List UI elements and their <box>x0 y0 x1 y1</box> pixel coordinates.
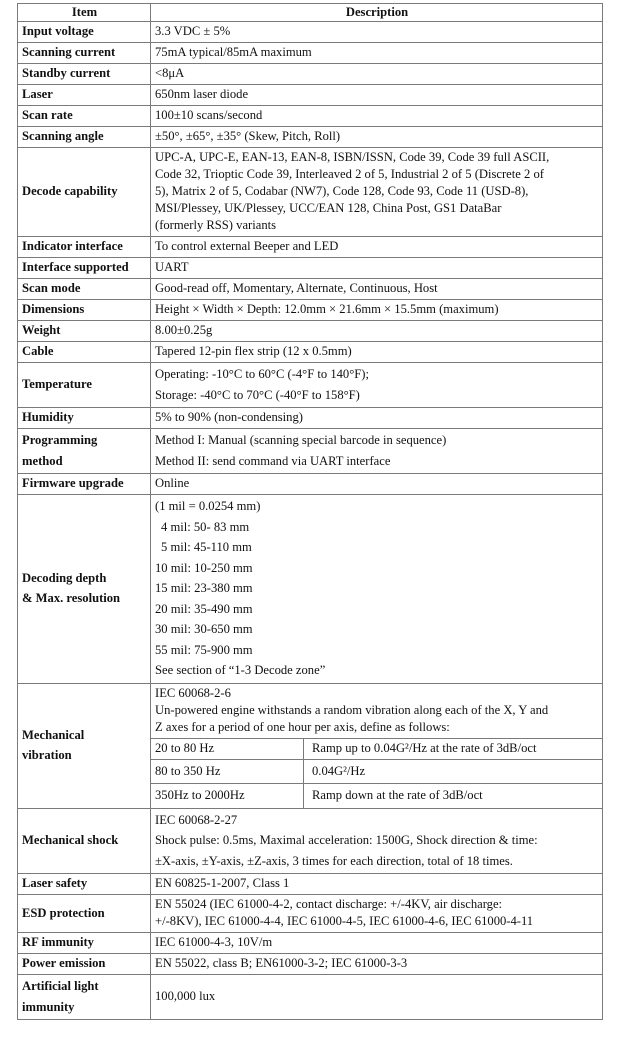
table-row <box>18 408 603 429</box>
vibration-note: Ramp up to 0.04G²/Hz at the rate of 3dB/oct <box>304 738 603 759</box>
decoding-line: 55 mil: 75-900 mm <box>155 642 253 657</box>
header-description: Description <box>151 4 603 22</box>
row-label: Decode capability <box>18 148 151 237</box>
table-row <box>18 429 603 474</box>
vibration-label-2: vibration <box>22 748 72 762</box>
row-label <box>18 683 151 808</box>
table-row <box>18 22 603 43</box>
row-value: IEC 61000-4-3, 10V/m <box>151 933 603 954</box>
decoding-line: See section of “1-3 Decode zone” <box>155 663 326 677</box>
artificial-light-label-2: immunity <box>22 999 75 1014</box>
table-row <box>18 808 603 874</box>
table-row <box>18 106 603 127</box>
table-row <box>18 933 603 954</box>
row-value <box>151 148 603 237</box>
row-value: Height × Width × Depth: 12.0mm × 21.6mm × 15.5mm (maximum) <box>151 300 603 321</box>
row-label: Power emission <box>18 954 151 975</box>
programming-label-2: method <box>22 453 63 468</box>
programming-method-2: Method II: send command via UART interface <box>155 453 391 468</box>
table-row <box>18 237 603 258</box>
row-value: Tapered 12-pin flex strip (12 x 0.5mm) <box>151 342 603 363</box>
row-label: Dimensions <box>18 300 151 321</box>
vibration-standard: IEC 60068-2-6 <box>155 685 231 700</box>
row-value <box>151 495 603 684</box>
shock-standard: IEC 60068-2-27 <box>155 812 238 827</box>
row-label: Scan rate <box>18 106 151 127</box>
table-row <box>18 495 603 684</box>
row-value <box>151 895 603 933</box>
table-row <box>18 895 603 933</box>
row-label: ESD protection <box>18 895 151 933</box>
row-value: 3.3 VDC ± 5% <box>151 22 603 43</box>
vibration-range: 20 to 80 Hz <box>151 738 304 759</box>
row-value: Good-read off, Momentary, Alternate, Continuous, Host <box>151 279 603 300</box>
row-value: 75mA typical/85mA maximum <box>151 43 603 64</box>
row-label: Standby current <box>18 64 151 85</box>
row-value: Online <box>151 474 603 495</box>
vibration-label-1: Mechanical <box>22 727 85 742</box>
decoding-line: 30 mil: 30-650 mm <box>155 622 253 636</box>
subtable-row <box>151 759 602 784</box>
decode-line: UPC-A, UPC-E, EAN-13, EAN-8, ISBN/ISSN, Code 39, Code 39 full ASCII, <box>155 150 550 164</box>
decoding-line: 5 mil: 45-110 mm <box>161 540 252 554</box>
row-label <box>18 429 151 474</box>
table-row <box>18 148 603 237</box>
decode-line: (formerly RSS) variants <box>155 218 277 232</box>
row-value: 100±10 scans/second <box>151 106 603 127</box>
temperature-storage: Storage: -40°C to 70°C (-40°F to 158°F) <box>155 387 360 402</box>
row-label: Scanning angle <box>18 127 151 148</box>
vibration-subtable <box>151 738 602 808</box>
row-label <box>18 495 151 684</box>
row-label: Temperature <box>18 363 151 408</box>
row-value: EN 55022, class B; EN61000-3-2; IEC 61000-3-3 <box>151 954 603 975</box>
shock-text: Shock pulse: 0.5ms, Maximal acceleration: 1500G, Shock direction & time: <box>155 833 538 847</box>
table-row <box>18 43 603 64</box>
row-value: 5% to 90% (non-condensing) <box>151 408 603 429</box>
table-row <box>18 954 603 975</box>
row-value: UART <box>151 258 603 279</box>
vibration-note: 0.04G²/Hz <box>304 759 603 784</box>
vibration-range: 350Hz to 2000Hz <box>151 784 304 808</box>
decoding-line: 4 mil: 50- 83 mm <box>161 519 250 534</box>
esd-line: +/-8KV), IEC 61000-4-4, IEC 61000-4-5, IEC 61000-4-6, IEC 61000-4-11 <box>155 914 534 928</box>
row-value: 650nm laser diode <box>151 85 603 106</box>
row-label: Laser safety <box>18 874 151 895</box>
decoding-line: 10 mil: 10-250 mm <box>155 560 253 575</box>
row-label: Interface supported <box>18 258 151 279</box>
vibration-range: 80 to 350 Hz <box>151 759 304 784</box>
row-value: 8.00±0.25g <box>151 321 603 342</box>
specification-table <box>17 3 603 1020</box>
row-label: Laser <box>18 85 151 106</box>
table-row <box>18 321 603 342</box>
row-label: Input voltage <box>18 22 151 43</box>
table-row <box>18 300 603 321</box>
row-label: Scanning current <box>18 43 151 64</box>
subtable-row <box>151 738 602 759</box>
subtable-row <box>151 784 602 808</box>
decode-line: MSI/Plessey, UK/Plessey, UCC/EAN 128, China Post, GS1 DataBar <box>155 201 502 215</box>
table-row <box>18 342 603 363</box>
row-label <box>18 975 151 1020</box>
decode-line: 5), Matrix 2 of 5, Codabar (NW7), Code 128, Code 93, Code 11 (USD-8), <box>155 184 529 198</box>
table-row <box>18 874 603 895</box>
decoding-line: 20 mil: 35-490 mm <box>155 601 253 616</box>
row-label: Indicator interface <box>18 237 151 258</box>
row-label: Humidity <box>18 408 151 429</box>
row-value <box>151 429 603 474</box>
row-label: Scan mode <box>18 279 151 300</box>
header-item: Item <box>18 4 151 22</box>
table-header-row <box>18 4 603 22</box>
decoding-line: 15 mil: 23-380 mm <box>155 581 253 595</box>
vibration-text: Z axes for a period of one hour per axis, define as follows: <box>155 719 450 734</box>
table-row <box>18 127 603 148</box>
table-row <box>18 258 603 279</box>
table-row <box>18 683 603 808</box>
table-row <box>18 64 603 85</box>
table-row <box>18 975 603 1020</box>
row-value: To control external Beeper and LED <box>151 237 603 258</box>
row-label: Cable <box>18 342 151 363</box>
programming-method-1: Method I: Manual (scanning special barcode in sequence) <box>155 433 447 447</box>
temperature-operating: Operating: -10°C to 60°C (-4°F to 140°F); <box>155 367 369 381</box>
row-label: Weight <box>18 321 151 342</box>
vibration-text: Un-powered engine withstands a random vibration along each of the X, Y and <box>155 702 549 717</box>
decode-line: Code 32, Trioptic Code 39, Interleaved 2 of 5, Industrial 2 of 5 (Discrete 2 of <box>155 167 544 181</box>
row-value: 100,000 lux <box>151 975 603 1020</box>
programming-label-1: Programming <box>22 433 98 447</box>
row-value <box>151 363 603 408</box>
shock-text: ±X-axis, ±Y-axis, ±Z-axis, 3 times for each direction, total of 18 times. <box>155 853 513 868</box>
row-value: <8μA <box>151 64 603 85</box>
decoding-label-2: & Max. resolution <box>22 591 121 606</box>
row-label: Firmware upgrade <box>18 474 151 495</box>
table-row <box>18 85 603 106</box>
esd-line: EN 55024 (IEC 61000-4-2, contact discharge: +/-4KV, air discharge: <box>155 897 503 911</box>
vibration-note: Ramp down at the rate of 3dB/oct <box>304 784 603 808</box>
table-row <box>18 474 603 495</box>
row-value: EN 60825-1-2007, Class 1 <box>151 874 603 895</box>
row-label: Mechanical shock <box>18 808 151 874</box>
decoding-line: (1 mil = 0.0254 mm) <box>155 499 261 513</box>
decoding-label-1: Decoding depth <box>22 570 107 585</box>
row-label: RF immunity <box>18 933 151 954</box>
row-value: ±50°, ±65°, ±35° (Skew, Pitch, Roll) <box>151 127 603 148</box>
artificial-light-label-1: Artificial light <box>22 979 99 993</box>
row-value <box>151 808 603 874</box>
table-row <box>18 279 603 300</box>
table-row <box>18 363 603 408</box>
row-value <box>151 683 603 808</box>
